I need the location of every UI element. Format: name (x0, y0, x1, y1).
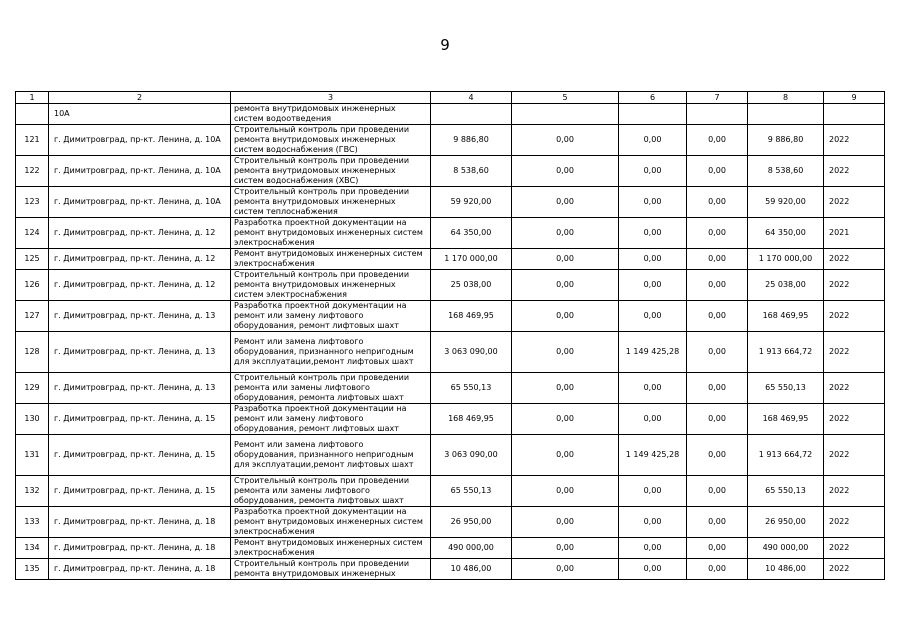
fund-cell: 0,00 (512, 404, 619, 435)
address-cell: г. Димитровград, пр-кт. Ленина, д. 12 (49, 270, 231, 301)
table-row (16, 476, 885, 507)
local-budget-cell: 0,00 (687, 270, 748, 301)
owners-funds-cell: 25 038,00 (748, 270, 824, 301)
local-budget-cell: 0,00 (687, 249, 748, 270)
row-number: 126 (16, 270, 49, 301)
work-type-cell: Разработка проектной документации на ремонт внутридомовых инженерных систем электроснабжения (231, 218, 431, 249)
row-number: 127 (16, 301, 49, 332)
total-cost-cell: 168 469,95 (431, 301, 512, 332)
local-budget-cell: 0,00 (687, 332, 748, 373)
table-header-row (16, 92, 885, 104)
local-budget-cell: 0,00 (687, 435, 748, 476)
work-type-cell: Разработка проектной документации на ремонт или замену лифтового оборудования, ремонт лифтовых шахт (231, 404, 431, 435)
total-cost-cell: 26 950,00 (431, 507, 512, 538)
regional-budget-cell: 0,00 (619, 559, 687, 580)
address-cell: г. Димитровград, пр-кт. Ленина, д. 10А (49, 156, 231, 187)
address-cell: г. Димитровград, пр-кт. Ленина, д. 10А (49, 125, 231, 156)
fund-cell: 0,00 (512, 156, 619, 187)
work-type-cell: Ремонт внутридомовых инженерных систем электроснабжения (231, 538, 431, 559)
table-body (16, 92, 885, 580)
total-cost-cell: 65 550,13 (431, 373, 512, 404)
work-type-cell: Разработка проектной документации на ремонт внутридомовых инженерных систем электроснабжения (231, 507, 431, 538)
year-cell: 2022 (824, 125, 885, 156)
row-number: 124 (16, 218, 49, 249)
regional-budget-cell: 1 149 425,28 (619, 435, 687, 476)
local-budget-cell: 0,00 (687, 559, 748, 580)
year-cell: 2022 (824, 538, 885, 559)
row-number: 121 (16, 125, 49, 156)
local-budget-cell: 0,00 (687, 476, 748, 507)
owners-funds-cell: 10 486,00 (748, 559, 824, 580)
total-cost-cell: 1 170 000,00 (431, 249, 512, 270)
table-row (16, 104, 885, 125)
column-header: 7 (687, 92, 748, 104)
table-row (16, 187, 885, 218)
column-header: 6 (619, 92, 687, 104)
table-row (16, 559, 885, 580)
regional-budget-cell: 0,00 (619, 187, 687, 218)
total-cost-cell: 490 000,00 (431, 538, 512, 559)
owners-funds-cell: 168 469,95 (748, 404, 824, 435)
row-number: 123 (16, 187, 49, 218)
row-number: 125 (16, 249, 49, 270)
owners-funds-cell: 65 550,13 (748, 373, 824, 404)
row-number: 133 (16, 507, 49, 538)
total-cost-cell: 64 350,00 (431, 218, 512, 249)
regional-budget-cell: 0,00 (619, 125, 687, 156)
address-cell: г. Димитровград, пр-кт. Ленина, д. 15 (49, 435, 231, 476)
year-cell: 2022 (824, 156, 885, 187)
table-row (16, 218, 885, 249)
table-row (16, 156, 885, 187)
fund-cell: 0,00 (512, 538, 619, 559)
year-cell: 2022 (824, 507, 885, 538)
regional-budget-cell: 1 149 425,28 (619, 332, 687, 373)
work-type-cell: Строительный контроль при проведении ремонта внутридомовых инженерных систем водоснабжения (ГВС) (231, 125, 431, 156)
total-cost-cell: 3 063 090,00 (431, 435, 512, 476)
year-cell (824, 104, 885, 125)
column-header: 8 (748, 92, 824, 104)
local-budget-cell: 0,00 (687, 538, 748, 559)
year-cell: 2022 (824, 301, 885, 332)
table-row (16, 538, 885, 559)
owners-funds-cell: 1 913 664,72 (748, 435, 824, 476)
total-cost-cell: 59 920,00 (431, 187, 512, 218)
column-header: 5 (512, 92, 619, 104)
fund-cell: 0,00 (512, 270, 619, 301)
fund-cell: 0,00 (512, 187, 619, 218)
local-budget-cell: 0,00 (687, 218, 748, 249)
total-cost-cell: 3 063 090,00 (431, 332, 512, 373)
owners-funds-cell: 8 538,60 (748, 156, 824, 187)
local-budget-cell: 0,00 (687, 301, 748, 332)
regional-budget-cell: 0,00 (619, 249, 687, 270)
regional-budget-cell: 0,00 (619, 404, 687, 435)
column-header: 1 (16, 92, 49, 104)
owners-funds-cell: 1 170 000,00 (748, 249, 824, 270)
owners-funds-cell: 168 469,95 (748, 301, 824, 332)
total-cost-cell (431, 104, 512, 125)
local-budget-cell: 0,00 (687, 125, 748, 156)
row-number (16, 104, 49, 125)
owners-funds-cell: 26 950,00 (748, 507, 824, 538)
regional-budget-cell: 0,00 (619, 270, 687, 301)
year-cell: 2021 (824, 218, 885, 249)
regional-budget-cell: 0,00 (619, 156, 687, 187)
owners-funds-cell (748, 104, 824, 125)
year-cell: 2022 (824, 249, 885, 270)
fund-cell: 0,00 (512, 301, 619, 332)
table-row (16, 125, 885, 156)
address-cell: г. Димитровград, пр-кт. Ленина, д. 15 (49, 476, 231, 507)
regional-budget-cell: 0,00 (619, 507, 687, 538)
fund-cell: 0,00 (512, 249, 619, 270)
year-cell: 2022 (824, 332, 885, 373)
table-row (16, 404, 885, 435)
table-row (16, 332, 885, 373)
fund-cell: 0,00 (512, 125, 619, 156)
local-budget-cell: 0,00 (687, 373, 748, 404)
address-cell: г. Димитровград, пр-кт. Ленина, д. 15 (49, 404, 231, 435)
total-cost-cell: 168 469,95 (431, 404, 512, 435)
table-row (16, 373, 885, 404)
address-cell: г. Димитровград, пр-кт. Ленина, д. 12 (49, 249, 231, 270)
page-number: 9 (440, 36, 450, 54)
local-budget-cell: 0,00 (687, 507, 748, 538)
year-cell: 2022 (824, 476, 885, 507)
owners-funds-cell: 9 886,80 (748, 125, 824, 156)
work-type-cell: Строительный контроль при проведении ремонта или замены лифтового оборудования, ремонта лифтовых шахт (231, 373, 431, 404)
fund-cell: 0,00 (512, 507, 619, 538)
row-number: 135 (16, 559, 49, 580)
table-row (16, 301, 885, 332)
year-cell: 2022 (824, 187, 885, 218)
year-cell: 2022 (824, 373, 885, 404)
row-number: 130 (16, 404, 49, 435)
owners-funds-cell: 64 350,00 (748, 218, 824, 249)
total-cost-cell: 65 550,13 (431, 476, 512, 507)
fund-cell: 0,00 (512, 435, 619, 476)
address-cell: г. Димитровград, пр-кт. Ленина, д. 13 (49, 301, 231, 332)
year-cell: 2022 (824, 270, 885, 301)
row-number: 129 (16, 373, 49, 404)
address-cell: г. Димитровград, пр-кт. Ленина, д. 10А (49, 187, 231, 218)
address-cell: 10А (49, 104, 231, 125)
owners-funds-cell: 59 920,00 (748, 187, 824, 218)
column-header: 3 (231, 92, 431, 104)
address-cell: г. Димитровград, пр-кт. Ленина, д. 12 (49, 218, 231, 249)
local-budget-cell: 0,00 (687, 187, 748, 218)
owners-funds-cell: 490 000,00 (748, 538, 824, 559)
fund-cell: 0,00 (512, 332, 619, 373)
fund-cell: 0,00 (512, 559, 619, 580)
row-number: 122 (16, 156, 49, 187)
table-row (16, 435, 885, 476)
owners-funds-cell: 1 913 664,72 (748, 332, 824, 373)
fund-cell: 0,00 (512, 373, 619, 404)
regional-budget-cell (619, 104, 687, 125)
regional-budget-cell: 0,00 (619, 476, 687, 507)
regional-budget-cell: 0,00 (619, 373, 687, 404)
work-type-cell: Ремонт или замена лифтового оборудования, признанного непригодным для эксплуатации,ремонт лифтовых шахт (231, 435, 431, 476)
fund-cell: 0,00 (512, 476, 619, 507)
work-type-cell: Строительный контроль при проведении ремонта внутридомовых инженерных систем водоснабжения (ХВС) (231, 156, 431, 187)
local-budget-cell (687, 104, 748, 125)
table-row (16, 249, 885, 270)
regional-budget-cell: 0,00 (619, 218, 687, 249)
fund-cell (512, 104, 619, 125)
column-header: 2 (49, 92, 231, 104)
work-type-cell: Ремонт или замена лифтового оборудования, признанного непригодным для эксплуатации,ремонт лифтовых шахт (231, 332, 431, 373)
row-number: 131 (16, 435, 49, 476)
work-type-cell: Строительный контроль при проведении ремонта внутридомовых инженерных систем теплоснабжения (231, 187, 431, 218)
fund-cell: 0,00 (512, 218, 619, 249)
year-cell: 2022 (824, 435, 885, 476)
work-type-cell: Строительный контроль при проведении ремонта внутридомовых инженерных систем электроснабжения (231, 270, 431, 301)
work-type-cell: Ремонт внутридомовых инженерных систем электроснабжения (231, 249, 431, 270)
work-type-cell: Разработка проектной документации на ремонт или замену лифтового оборудования, ремонт лифтовых шахт (231, 301, 431, 332)
address-cell: г. Димитровград, пр-кт. Ленина, д. 13 (49, 373, 231, 404)
total-cost-cell: 10 486,00 (431, 559, 512, 580)
regional-budget-cell: 0,00 (619, 301, 687, 332)
address-cell: г. Димитровград, пр-кт. Ленина, д. 13 (49, 332, 231, 373)
total-cost-cell: 25 038,00 (431, 270, 512, 301)
row-number: 134 (16, 538, 49, 559)
table-row (16, 507, 885, 538)
row-number: 132 (16, 476, 49, 507)
total-cost-cell: 9 886,80 (431, 125, 512, 156)
work-type-cell: ремонта внутридомовых инженерных систем водоотведения (231, 104, 431, 125)
regional-budget-cell: 0,00 (619, 538, 687, 559)
table-row (16, 270, 885, 301)
row-number: 128 (16, 332, 49, 373)
work-type-cell: Строительный контроль при проведении ремонта или замены лифтового оборудования, ремонта лифтовых шахт (231, 476, 431, 507)
owners-funds-cell: 65 550,13 (748, 476, 824, 507)
total-cost-cell: 8 538,60 (431, 156, 512, 187)
address-cell: г. Димитровград, пр-кт. Ленина, д. 18 (49, 559, 231, 580)
local-budget-cell: 0,00 (687, 404, 748, 435)
address-cell: г. Димитровград, пр-кт. Ленина, д. 18 (49, 507, 231, 538)
works-table (15, 91, 885, 580)
year-cell: 2022 (824, 404, 885, 435)
column-header: 9 (824, 92, 885, 104)
address-cell: г. Димитровград, пр-кт. Ленина, д. 18 (49, 538, 231, 559)
work-type-cell: Строительный контроль при проведении ремонта внутридомовых инженерных (231, 559, 431, 580)
column-header: 4 (431, 92, 512, 104)
year-cell: 2022 (824, 559, 885, 580)
local-budget-cell: 0,00 (687, 156, 748, 187)
